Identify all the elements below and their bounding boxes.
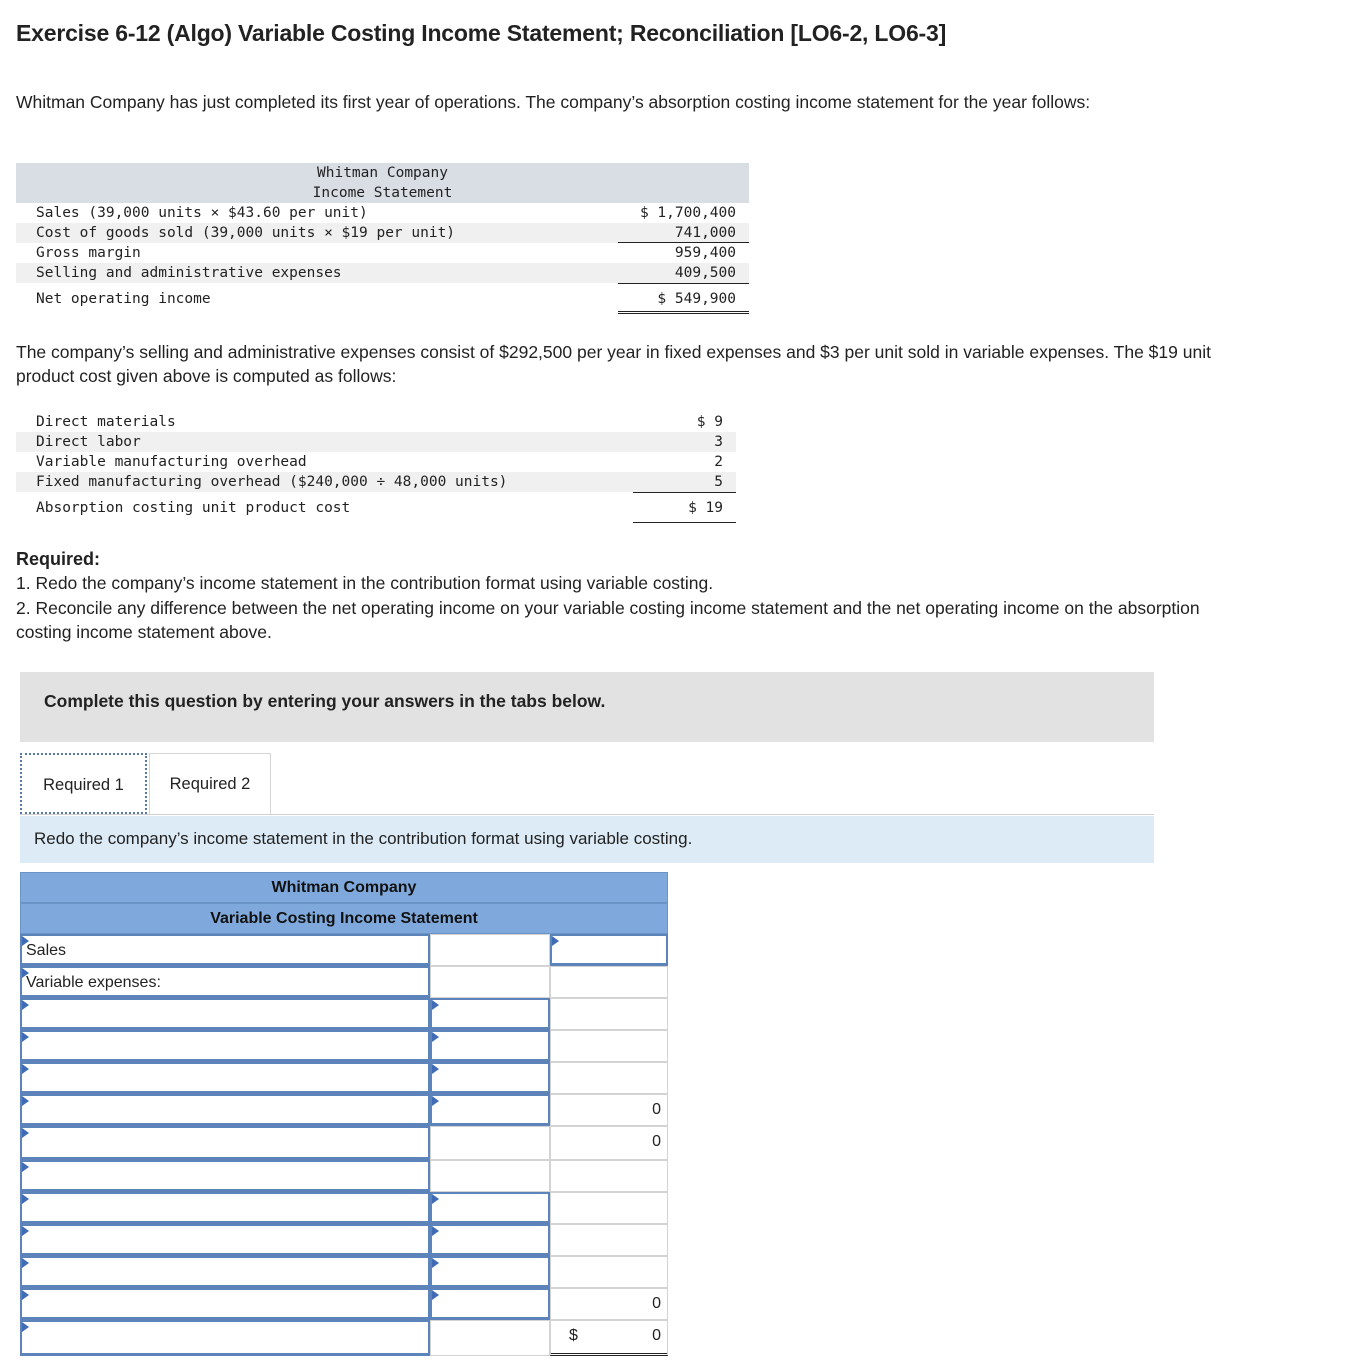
dropdown-marker-icon	[22, 1032, 29, 1042]
underline	[618, 283, 749, 284]
statement-row-net-income	[16, 289, 749, 309]
amount-input[interactable]	[430, 1094, 550, 1126]
statement-row-selling-admin	[16, 263, 749, 283]
instruction-banner	[20, 672, 1154, 742]
row-label: Absorption costing unit product cost	[36, 500, 351, 516]
statement-company: Whitman Company	[317, 165, 448, 181]
total-cell	[550, 1192, 668, 1224]
row-amount: 959,400	[674, 245, 736, 261]
total-cell	[550, 1224, 668, 1256]
cost-row	[16, 432, 736, 452]
amount-cell	[430, 966, 550, 998]
dropdown-marker-icon	[22, 1064, 29, 1074]
cost-row	[16, 412, 736, 432]
amount-input[interactable]	[430, 998, 550, 1030]
underline	[618, 242, 749, 243]
cost-row-total	[16, 498, 736, 518]
total-cell	[550, 1256, 668, 1288]
total-cell	[550, 1160, 668, 1192]
row-amount: $ 1,700,400	[639, 205, 736, 221]
total-cell	[550, 966, 668, 998]
cost-row	[16, 452, 736, 472]
label-input[interactable]	[20, 1288, 430, 1320]
row-amount: 2	[714, 454, 723, 470]
dropdown-marker-icon	[22, 1322, 29, 1332]
row-label: Direct labor	[36, 434, 141, 450]
required-heading: Required:	[16, 549, 101, 569]
row-amount: 741,000	[674, 225, 736, 241]
dropdown-marker-icon	[22, 1194, 29, 1204]
cell-text: Variable expenses:	[26, 974, 161, 991]
label-input-sales[interactable]	[20, 934, 430, 966]
total-cell	[550, 1288, 668, 1320]
total-input-sales[interactable]	[550, 934, 668, 966]
row-label: Fixed manufacturing overhead ($240,000 ÷ 48,000 units)	[36, 474, 508, 490]
unit-product-cost-table	[16, 412, 736, 518]
dropdown-marker-icon	[432, 1096, 439, 1106]
tab-required-2[interactable]: Required 2	[149, 753, 271, 814]
tab-divider	[20, 814, 1154, 815]
amount-cell	[430, 1320, 550, 1356]
label-input[interactable]	[20, 1094, 430, 1126]
dropdown-marker-icon	[432, 1194, 439, 1204]
amount-cell	[430, 1126, 550, 1160]
underline	[633, 522, 736, 523]
row-amount: 409,500	[674, 265, 736, 281]
statement-header	[16, 163, 749, 203]
total-cell	[550, 1126, 668, 1160]
cell-text: Sales	[26, 942, 67, 959]
underline	[633, 492, 736, 493]
dropdown-marker-icon	[22, 1226, 29, 1236]
row-amount: $ 549,900	[657, 291, 736, 307]
row-label: Gross margin	[36, 245, 141, 261]
label-input[interactable]	[20, 1192, 430, 1224]
label-input[interactable]	[20, 1256, 430, 1288]
row-label: Net operating income	[36, 291, 211, 307]
dropdown-marker-icon	[432, 1226, 439, 1236]
row-amount: 3	[714, 434, 723, 450]
dropdown-marker-icon	[22, 1096, 29, 1106]
amount-input[interactable]	[430, 1224, 550, 1256]
row-amount: $ 19	[688, 500, 723, 516]
total-cell	[550, 1062, 668, 1094]
amount-input[interactable]	[430, 1192, 550, 1224]
total-cell	[550, 998, 668, 1030]
dropdown-marker-icon	[432, 1000, 439, 1010]
computed-total: 0	[652, 1133, 661, 1150]
cost-row	[16, 472, 736, 492]
required-item-1: 1. Redo the company’s income statement in the contribution format using variable costing.	[16, 573, 714, 593]
computed-total: 0	[652, 1295, 661, 1312]
dropdown-marker-icon	[22, 1290, 29, 1300]
amount-input[interactable]	[430, 1288, 550, 1320]
row-label: Selling and administrative expenses	[36, 265, 342, 281]
amount-input[interactable]	[430, 1030, 550, 1062]
tab-description-text: Redo the company’s income statement in the contribution format using variable costing.	[34, 829, 693, 848]
row-label: Direct materials	[36, 414, 176, 430]
label-input[interactable]	[20, 1160, 430, 1192]
label-input[interactable]	[20, 1062, 430, 1094]
cost-description-text: The company’s selling and administrative expenses consist of $292,500 per year in fixed expenses and $3 per unit sold in variable expenses. The $19 unit product cost given above is computed as follows:	[16, 342, 1211, 386]
double-underline	[618, 311, 749, 314]
amount-cell	[430, 934, 550, 966]
dropdown-marker-icon	[432, 1290, 439, 1300]
statement-row-gross-margin	[16, 243, 749, 263]
label-input[interactable]	[20, 1224, 430, 1256]
absorption-income-statement	[16, 163, 749, 309]
page-title: Exercise 6-12 (Algo) Variable Costing Income Statement; Reconciliation [LO6-2, LO6-3]	[16, 20, 947, 46]
dropdown-marker-icon	[432, 1032, 439, 1042]
label-input[interactable]	[20, 1030, 430, 1062]
amount-cell	[430, 1160, 550, 1192]
dropdown-marker-icon	[22, 1162, 29, 1172]
vc-company-header: Whitman Company	[20, 872, 668, 903]
statement-row-cogs	[16, 223, 749, 243]
row-label: Sales (39,000 units × $43.60 per unit)	[36, 205, 368, 221]
row-label: Cost of goods sold (39,000 units × $19 per unit)	[36, 225, 456, 241]
total-cell	[550, 1094, 668, 1126]
currency-symbol: $	[569, 1327, 578, 1344]
label-input[interactable]	[20, 1126, 430, 1160]
intro-text: Whitman Company has just completed its first year of operations. The company’s absorption costing income statement for the year follows:	[16, 92, 1091, 112]
row-label: Variable manufacturing overhead	[36, 454, 307, 470]
amount-input[interactable]	[430, 1062, 550, 1094]
dropdown-marker-icon	[22, 1128, 29, 1138]
label-input-variable-expenses[interactable]	[20, 966, 430, 998]
statement-row-sales	[16, 203, 749, 223]
vc-statement-header: Variable Costing Income Statement	[20, 903, 668, 934]
total-cell	[550, 1030, 668, 1062]
dropdown-marker-icon	[432, 1064, 439, 1074]
total-cell	[550, 1320, 668, 1356]
row-amount: 5	[714, 474, 723, 490]
dropdown-marker-icon	[432, 1258, 439, 1268]
label-input-net-operating-income[interactable]	[20, 1320, 430, 1356]
statement-title: Income Statement	[312, 184, 453, 201]
tab-description-bar	[20, 816, 1154, 863]
tab-required-1[interactable]: Required 1	[20, 753, 147, 814]
computed-total: 0	[652, 1327, 661, 1344]
label-input[interactable]	[20, 998, 430, 1030]
dropdown-marker-icon	[22, 1258, 29, 1268]
required-item-2: 2. Reconcile any difference between the net operating income on your variable costing income statement and the net operating income on the absorption costing income statement above.	[16, 598, 1200, 642]
dropdown-marker-icon	[552, 936, 559, 946]
dropdown-marker-icon	[22, 1000, 29, 1010]
amount-input[interactable]	[430, 1256, 550, 1288]
instruction-text: Complete this question by entering your answers in the tabs below.	[44, 691, 606, 711]
row-amount: $ 9	[696, 414, 723, 430]
computed-total: 0	[652, 1101, 661, 1118]
